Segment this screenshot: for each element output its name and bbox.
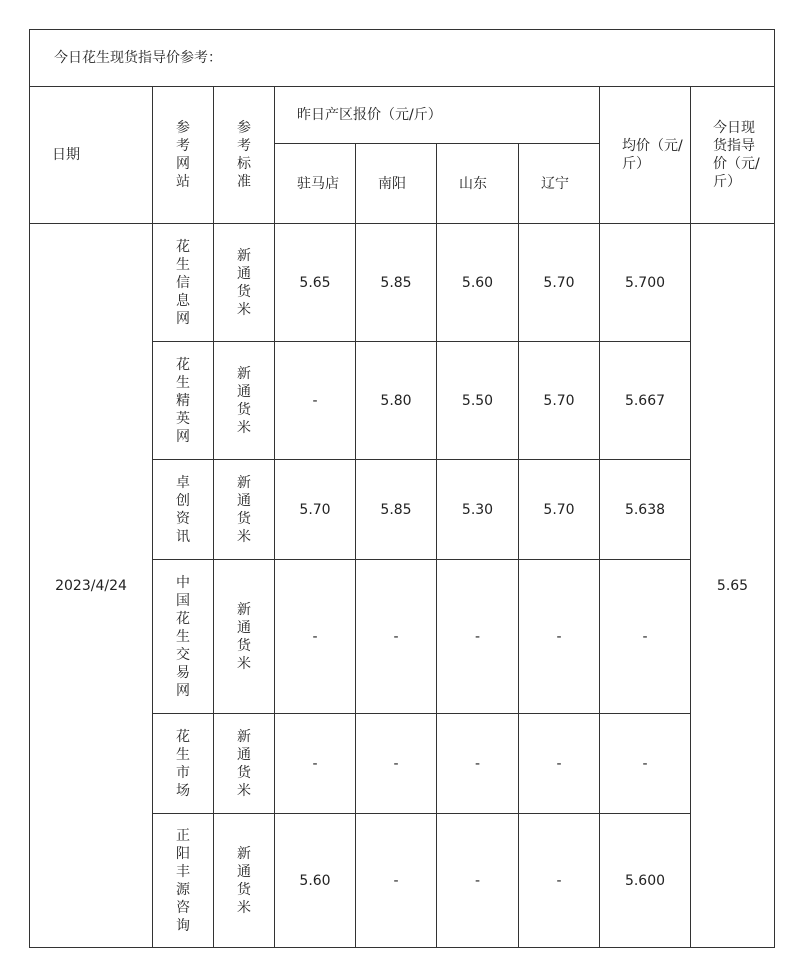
- price-zhumadian: 5.65: [275, 224, 356, 342]
- standard-cell: 新通货米: [214, 814, 275, 948]
- standard-cell: 新通货米: [214, 560, 275, 714]
- price-shandong: 5.50: [437, 342, 519, 460]
- site-cell: 花生市场: [153, 714, 214, 814]
- price-shandong: 5.30: [437, 460, 519, 560]
- price-zhumadian: -: [275, 342, 356, 460]
- site-cell: 卓创资讯: [153, 460, 214, 560]
- header-date: 日期: [30, 87, 153, 224]
- site-cell: 正阳丰源咨询: [153, 814, 214, 948]
- header-region-shandong: 山东: [437, 144, 519, 224]
- price-zhumadian: 5.70: [275, 460, 356, 560]
- price-avg: 5.700: [600, 224, 691, 342]
- price-avg: -: [600, 714, 691, 814]
- price-shandong: -: [437, 814, 519, 948]
- price-shandong: 5.60: [437, 224, 519, 342]
- price-avg: 5.600: [600, 814, 691, 948]
- price-liaoning: -: [519, 814, 600, 948]
- price-zhumadian: 5.60: [275, 814, 356, 948]
- price-nanyang: 5.85: [356, 224, 437, 342]
- price-nanyang: 5.80: [356, 342, 437, 460]
- guide-price-cell: 5.65: [691, 224, 775, 948]
- header-region-nanyang: 南阳: [356, 144, 437, 224]
- date-cell: 2023/4/24: [30, 224, 153, 948]
- table-row: [30, 224, 775, 342]
- price-table: [29, 29, 775, 948]
- price-shandong: -: [437, 560, 519, 714]
- header-site: 参考网站: [153, 87, 214, 224]
- price-liaoning: 5.70: [519, 224, 600, 342]
- header-standard: 参考标准: [214, 87, 275, 224]
- price-shandong: -: [437, 714, 519, 814]
- price-liaoning: 5.70: [519, 460, 600, 560]
- site-cell: 中国花生交易网: [153, 560, 214, 714]
- price-liaoning: -: [519, 714, 600, 814]
- price-nanyang: -: [356, 814, 437, 948]
- site-cell: 花生信息网: [153, 224, 214, 342]
- site-cell: 花生精英网: [153, 342, 214, 460]
- header-region-zhumadian: 驻马店: [275, 144, 356, 224]
- price-avg: -: [600, 560, 691, 714]
- price-avg: 5.638: [600, 460, 691, 560]
- header-region-group: 昨日产区报价（元/斤）: [275, 87, 600, 144]
- price-nanyang: -: [356, 714, 437, 814]
- price-zhumadian: -: [275, 560, 356, 714]
- price-nanyang: -: [356, 560, 437, 714]
- price-zhumadian: -: [275, 714, 356, 814]
- standard-cell: 新通货米: [214, 224, 275, 342]
- standard-cell: 新通货米: [214, 342, 275, 460]
- standard-cell: 新通货米: [214, 714, 275, 814]
- header-region-liaoning: 辽宁: [519, 144, 600, 224]
- price-nanyang: 5.85: [356, 460, 437, 560]
- price-avg: 5.667: [600, 342, 691, 460]
- header-guide: 今日现货指导价（元/斤）: [691, 87, 775, 224]
- price-liaoning: 5.70: [519, 342, 600, 460]
- table-title: 今日花生现货指导价参考：: [30, 30, 775, 87]
- header-avg: 均价（元/斤）: [600, 87, 691, 224]
- price-liaoning: -: [519, 560, 600, 714]
- standard-cell: 新通货米: [214, 460, 275, 560]
